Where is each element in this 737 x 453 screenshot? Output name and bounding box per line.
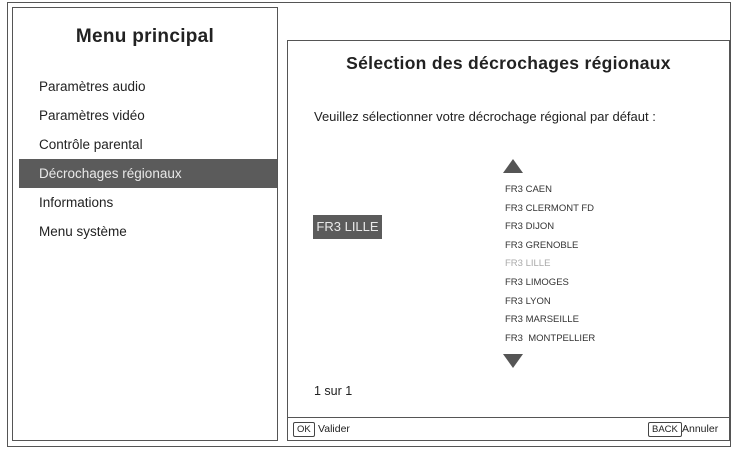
validate-button[interactable]: Valider — [318, 423, 350, 435]
back-key-icon[interactable]: BACK — [648, 422, 682, 437]
menu-item-audio-settings[interactable]: Paramètres audio — [39, 79, 146, 94]
region-item[interactable]: FR3 MARSEILLE — [505, 314, 579, 326]
region-item-current[interactable]: FR3 LILLE — [505, 258, 551, 270]
region-item[interactable]: FR3 CAEN — [505, 184, 552, 195]
main-menu-list — [13, 72, 277, 246]
dialog-title: Sélection des décrochages régionaux — [346, 53, 671, 73]
main-menu-panel — [12, 7, 278, 441]
main-menu-title: Menu principal — [75, 26, 215, 47]
menu-item-parental-control[interactable]: Contrôle parental — [39, 137, 143, 152]
ok-key-icon[interactable]: OK — [293, 422, 315, 437]
menu-item-regional-opt-outs[interactable]: Décrochages régionaux — [19, 159, 277, 188]
current-region-badge: FR3 LILLE — [313, 215, 382, 239]
menu-item-information[interactable]: Informations — [39, 195, 114, 210]
menu-item-video-settings[interactable]: Paramètres vidéo — [39, 108, 145, 123]
region-item[interactable]: FR3 DIJON — [505, 221, 555, 233]
button-bar — [288, 417, 729, 440]
menu-item-system-menu[interactable]: Menu système — [39, 224, 127, 239]
regional-selection-dialog — [287, 40, 730, 441]
region-list — [505, 181, 595, 348]
page-indicator: 1 sur 1 — [314, 384, 353, 398]
region-item[interactable]: FR3 LIMOGES — [505, 276, 569, 288]
dialog-prompt: Veuillez sélectionner votre décrochage régional par défaut : — [314, 109, 656, 124]
triangle-up-icon[interactable] — [503, 159, 523, 173]
region-item[interactable]: FR3 GRENOBLE — [505, 239, 579, 251]
region-item[interactable]: FR3 LYON — [505, 295, 551, 307]
cancel-button[interactable]: Annuler — [682, 423, 719, 435]
region-item[interactable]: FR3 CLERMONT FD — [505, 202, 595, 214]
region-item[interactable]: FR3 MONTPELLIER — [505, 332, 596, 344]
triangle-down-icon[interactable] — [503, 354, 523, 368]
